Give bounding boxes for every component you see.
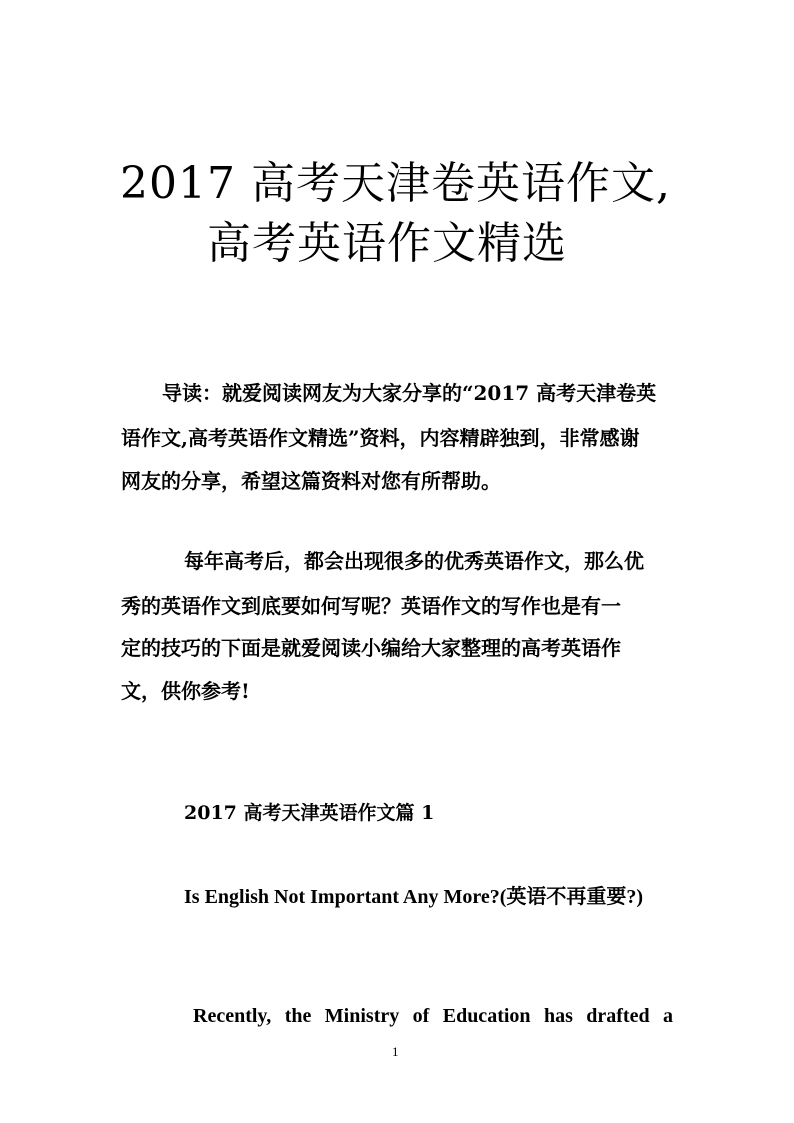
lead-line-2: 语作文,高考英语作文精选”资料，内容精辟独到，非常感谢	[121, 426, 640, 450]
intro-line-4: 文，供你参考!	[121, 679, 250, 703]
section-heading: 2017 高考天津英语作文篇 1	[184, 802, 435, 824]
intro-line-2: 秀的英语作文到底要如何写呢？英语作文的写作也是有一	[121, 594, 621, 618]
intro-line-3: 定的技巧的下面是就爱阅读小编给大家整理的高考英语作	[121, 636, 621, 660]
page-number: 1	[392, 1044, 399, 1059]
essay-first-line: Recently, the Ministry of Education has drafted a	[193, 1005, 673, 1027]
document-title-line-2: 高考英语作文精选	[207, 218, 567, 269]
document-title-line-1: 2017 高考天津卷英语作文,	[120, 158, 671, 209]
lead-line-1: 导读：就爱阅读网友为大家分享的“2017 高考天津卷英	[162, 381, 657, 405]
lead-line-3: 网友的分享，希望这篇资料对您有所帮助。	[121, 469, 501, 493]
essay-title: Is English Not Important Any More?(英语不再重要?)	[184, 886, 644, 908]
intro-line-1: 每年高考后，都会出现很多的优秀英语作文，那么优	[184, 549, 644, 573]
